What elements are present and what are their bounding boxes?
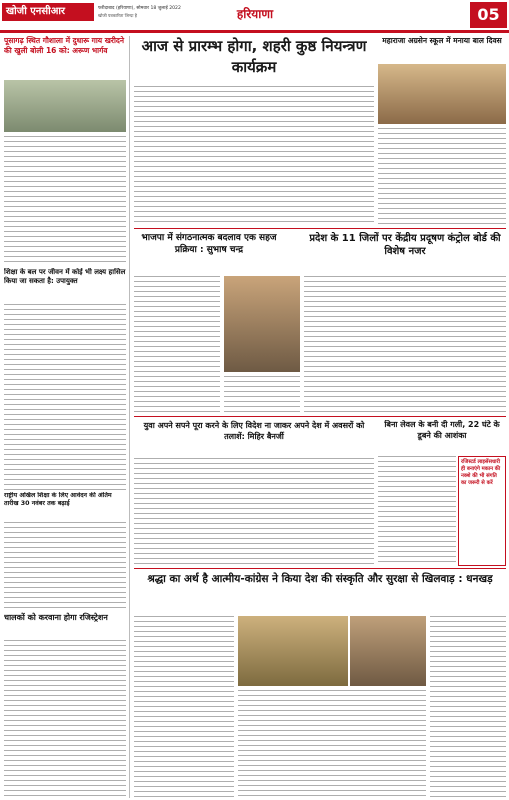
top-story-headline: आज से प्रारम्भ होगा, शहरी कुष्ठ नियन्त्रण कार्यक्रम	[141, 37, 367, 76]
section-title: हरियाणा	[236, 7, 274, 21]
page-number: 05	[470, 2, 507, 28]
license-sidebar-text: रजिस्टर्ड लाइसेंसधारी ही बनाएंगे मकान की नक्शे की भी संगति का जरूरी से करें	[461, 459, 501, 486]
pollution-story-headline: प्रदेश के 11 जिलों पर केंद्रीय प्रदूषण कंट्रोल बोर्ड की विशेष नजर	[309, 233, 501, 257]
bjp-story-body	[134, 276, 220, 414]
section-divider	[134, 228, 506, 229]
left-third-headline: राष्ट्रीय अखिल शिक्षा के लिए आवेदन की अंतिम तारीख 30 नवंबर तक बढ़ाई	[4, 492, 112, 507]
left-lead-photo	[4, 80, 126, 132]
left-lead-body	[4, 136, 126, 266]
column-divider	[129, 36, 130, 798]
license-story-body	[378, 456, 456, 566]
banner-story-body	[134, 616, 234, 798]
newspaper-brand: खोजी एनसीआर	[2, 3, 94, 21]
right-top-photo	[378, 64, 506, 124]
banner-story-headline: श्रद्धा का अर्थ है आत्मीय-कांग्रेस ने किया देश की संस्कृति और सुरक्षा से खिलवाड़ : धनखड़	[147, 573, 493, 585]
left-fourth-body	[4, 640, 126, 798]
tagline: खोजी पत्रकारिता जिन्दा है	[98, 13, 137, 18]
banner-story-body-3	[430, 616, 506, 798]
bjp-story-headline: भाजपा में संगठनात्मक बदलाव एक सहज प्रक्रिया : सुभाष चन्द्र	[141, 233, 277, 255]
right-top-body	[378, 128, 506, 228]
left-second-headline: शिक्षा के बल पर जीवन में कोई भी लक्ष्य हासिल किया जा सकता है: उपायुक्त	[4, 268, 126, 285]
left-fourth-headline: चालकों को करवाना होगा रजिस्ट्रेशन	[4, 613, 108, 622]
section-divider-3	[134, 568, 506, 569]
bjp-story-photo	[224, 276, 300, 372]
banner-story-body-2	[238, 690, 426, 798]
pollution-story-body	[304, 276, 506, 414]
right-top-headline: महाराजा अग्रसेन स्कूल में मनाया बाल दिवस	[382, 36, 502, 45]
left-lead-headline: पूसागढ़ स्थित गौशाला में दुधारू गाय खरीदने की खुली बोली 16 को: अरूण भार्गव	[4, 36, 125, 55]
date-line: फरीदाबाद (हरियाणा), सोमवार 18 जुलाई 2022	[98, 6, 181, 11]
license-story-headline: बिना लेवल के बनी दी गली, 22 घंटे के डूबने की आशंका	[384, 420, 500, 440]
banner-story-photo-2	[350, 616, 426, 686]
bjp-story-body-2	[224, 376, 300, 414]
left-second-body	[4, 304, 126, 490]
banner-story-photo-1	[238, 616, 348, 686]
youth-story-body	[134, 458, 374, 566]
youth-story-headline: युवा अपने सपने पूरा करने के लिए विदेश ना जाकर अपने देश में अवसरों को तलाशें: मिहिर बैनर्जी	[143, 421, 365, 441]
license-sidebar-box	[458, 456, 506, 566]
top-story-body	[134, 86, 374, 226]
section-divider-2	[134, 416, 506, 417]
left-third-body	[4, 522, 126, 610]
